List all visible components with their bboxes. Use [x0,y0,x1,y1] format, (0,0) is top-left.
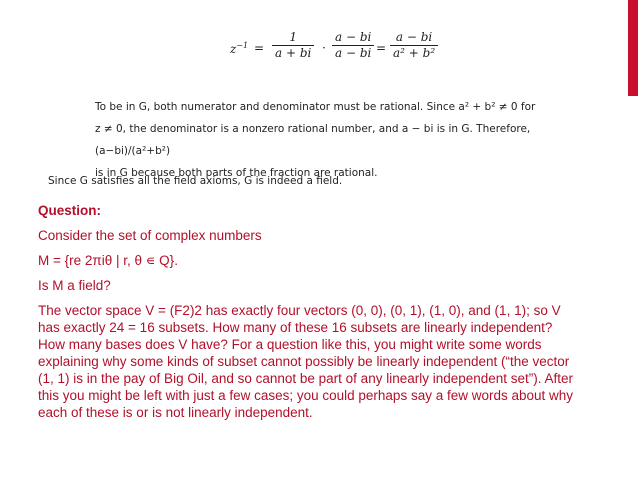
conclusion-text: Since G satisfies all the field axioms, G is indeed a field. [48,175,343,187]
fraction-2-numerator: a − bi [332,30,374,46]
fraction-3-denominator: a² + b² [393,46,436,60]
inverse-formula [230,30,490,70]
proof-text [95,96,555,184]
proof-line-2: z ≠ 0, the denominator is a nonzero rational number, and a − bi is in G. Therefore, (a−bi)/(a²+b²) [95,123,531,157]
question-block [38,202,578,421]
formula-lhs [230,41,248,56]
fraction-2-denominator: a − bi [335,46,372,60]
dot-operator: · [322,41,326,55]
lhs-base: z [230,42,237,56]
question-line-2: M = {re 2πiθ | r, θ ∊ Q}. [38,253,178,268]
question-heading: Question: [38,203,101,218]
question-paragraph: The vector space V = (F2)2 has exactly four vectors (0, 0), (0, 1), (1, 0), and (1, 1); so V has exactly 24 = 16 subsets. How many of these 16 subsets are linearly independent? How many bases does V have? For a question like this, you might write some words explaining why some kinds of subset cannot possibly be linearly independent (“the vector (1, 1) is in the pay of Big Oil, and so cannot be part of any linearly independent set”). After this you might be left with just a few cases; you could perhaps say a few words about why each of these is or is not linearly independent. [38,303,574,420]
lhs-exponent: −1 [236,41,249,50]
equals-sign-2: = [376,41,387,55]
question-line-3: Is M a field? [38,278,111,293]
fraction-3-numerator: a − bi [390,30,438,46]
fraction-3 [390,30,438,61]
fraction-1-denominator: a + bi [275,46,312,60]
question-line-1: Consider the set of complex numbers [38,228,262,243]
fraction-2 [332,30,374,61]
proof-line-3: is in G because both parts of the fraction are rational. [95,167,378,179]
fraction-1-numerator: 1 [272,30,314,46]
equals-sign: = [254,41,265,55]
slide-accent-bar [628,0,638,96]
proof-line-1: To be in G, both numerator and denominator must be rational. Since a² + b² ≠ 0 for [95,101,536,113]
fraction-1 [272,30,314,61]
